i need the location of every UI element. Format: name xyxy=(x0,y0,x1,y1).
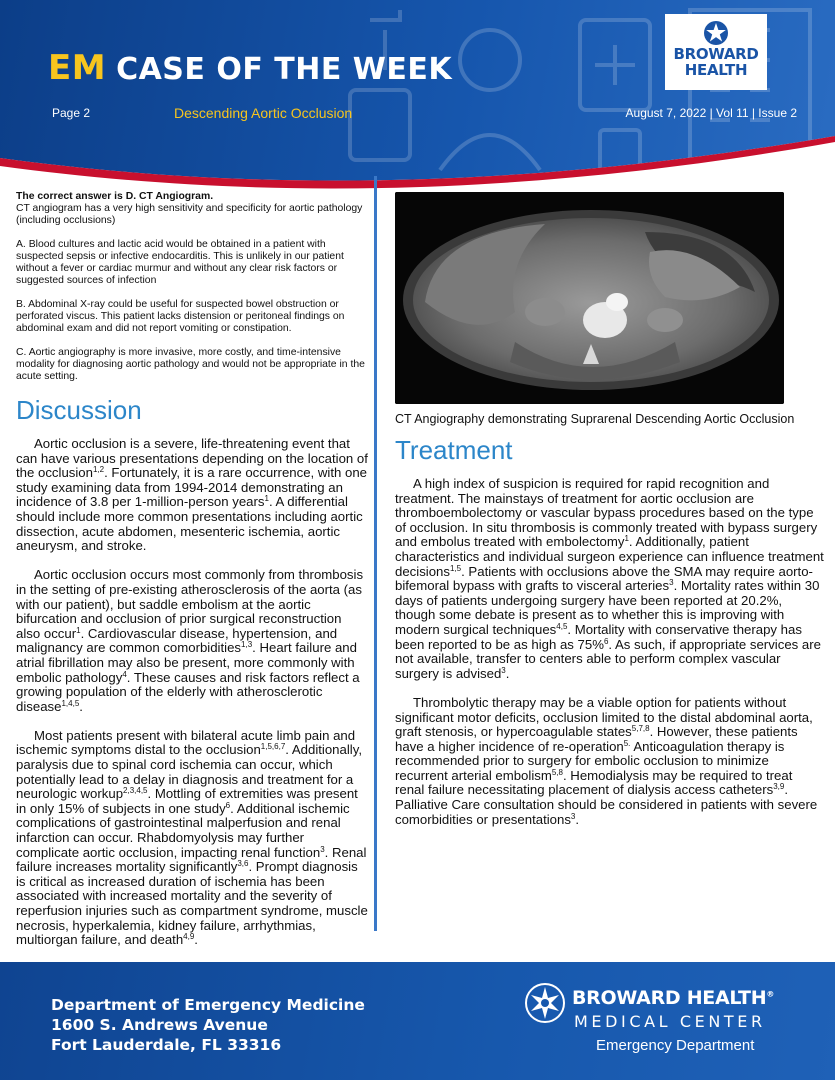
street-address: 1600 S. Andrews Avenue xyxy=(51,1016,268,1034)
option-b: B. Abdominal X-ray could be useful for suspected bowel obstruction or perforated viscus. This patient lacks distension or peritoneal findings on abdominal exam and did not report vomiting or constipation. xyxy=(16,299,345,334)
citation-superscript: 1,3 xyxy=(241,640,253,650)
treatment-paragraph: Thrombolytic therapy may be a viable option for patients without significant motor deficits, occlusion limited to the distal abdominal aorta, graft stenosis, or hypercoagulable states$^{5,7,8}$. However, these patients have a higher incidence of re-operation$^{5.}$ Anticoagulation therapy is recommended prior to surgery for embolic occlusion to minimize recurrent arterial embolism$^{5,8}$. Hemodialysis may be required to treat renal failure necessitating placement of dialysis access catheters$^{3,9}$. Palliative Care consultation should be considered in patients with severe comorbidities or presentations$^3$. xyxy=(395,694,818,827)
citation-superscript: 1 xyxy=(76,625,81,635)
figure-caption: CT Angiography demonstrating Suprarenal Descending Aortic Occlusion xyxy=(395,412,795,426)
department-name: Department of Emergency Medicine xyxy=(51,996,365,1014)
treatment-paragraph: A high index of suspicion is required for rapid recognition and treatment. The mainstays of treatment for aortic occlusion are thromboembolectomy or vascular bypass procedures based on the type of occlusion. In situ thrombosis is commonly treated with bypass surgery and embolus treated with embolectomy$^1$. Additionally, patient characteristics and individual surgeon experience can influence treatment decisions$^{1,5}$. Patients with occlusions above the SMA may require aorto-bifemoral bypass with grafts to visceral arteries$^3$. Mortality rates within 30 days of patients undergoing surgery have been reported at 20.2%, though some debate is present as to whether this is improving with modern surgical techniques$^{4,5}$. Mortality with conservative therapy has been reported to be as high as 75%$^6$. As such, if appropriate services are not available, transfer to centers able to perform complex vascular surgery is advised$^3$. xyxy=(395,476,824,681)
registered-mark: ® xyxy=(766,989,775,999)
citation-superscript: 3 xyxy=(501,665,506,675)
page-number: Page 2 xyxy=(52,106,91,120)
citation-superscript: 1,5,6,7 xyxy=(260,742,286,752)
department-address xyxy=(51,995,365,1055)
citation-superscript: 3 xyxy=(669,578,674,588)
page-header xyxy=(0,0,835,190)
ct-angiography-image xyxy=(395,192,784,404)
footer-logo-title xyxy=(572,987,774,1009)
citation-superscript: 4,5 xyxy=(556,621,568,631)
discussion-heading: Discussion xyxy=(16,395,142,425)
answer-title: The correct answer is D. CT Angiogram. xyxy=(16,191,214,202)
citation-superscript: 1,4,5 xyxy=(61,698,80,708)
right-column xyxy=(395,190,825,842)
newsletter-title xyxy=(48,48,452,88)
footer-logo-subtitle: MEDICAL CENTER xyxy=(574,1012,766,1031)
issue-info: August 7, 2022 | Vol 11 | Issue 2 xyxy=(625,106,797,120)
answer-explanation xyxy=(16,203,368,383)
footer-logo xyxy=(524,982,814,1062)
column-divider xyxy=(374,176,377,931)
discussion-paragraph: Aortic occlusion is a severe, life-threatening event that can have various presentations depending on the location of the occlusion$^{1,2}$. Fortunately, it is a rare occurrence, with one study examining data from 1994-2014 demonstrating an incidence of 3.8 per 1-million-person years$^1$. A differential should include more common presentations including aortic dissection, acute abdomen, mesenteric ischemia, aortic aneurysm, and stroke. xyxy=(16,436,368,554)
discussion-paragraph: Aortic occlusion occurs most commonly from thrombosis in the setting of pre-existing atherosclerosis of the aorta (as with our patient), but saddle embolism at the aortic bifurcation and occlusion of prior surgical reconstruction also occur$^1$. Cardiovascular disease, hypertension, and malignancy are common comorbidities$^{1,3}$. Heart failure and atrial fibrillation may also be present, more commonly with embolic pathology$^4$. These causes and risk factors reflect a growing population of the elderly with atherosclerotic disease$^{1,4,5}$. xyxy=(16,567,364,714)
footer-logo-name: BROWARD HEALTH xyxy=(572,987,767,1009)
logo-text-line1: BROWARD xyxy=(673,45,759,63)
answer-text: CT angiogram has a very high sensitivity and specificity for aortic pathology (including occlusions) xyxy=(16,203,363,226)
case-subtitle: Descending Aortic Occlusion xyxy=(174,105,353,121)
ct-scan-illustration xyxy=(395,192,784,404)
star-icon xyxy=(703,20,729,46)
citation-superscript: 4,9 xyxy=(183,932,195,942)
logo-text-line2: HEALTH xyxy=(684,61,748,79)
citation-superscript: 1 xyxy=(624,534,629,544)
option-a: A. Blood cultures and lactic acid would be obtained in a patient with suspected sepsis or infective endocarditis. This is unlikely in our patient without a fever or cardiac murmur and without any clear risk factors or suggested sources of infection xyxy=(16,239,344,286)
header-wave xyxy=(0,120,835,190)
citation-superscript: 2,3,4,5 xyxy=(123,786,148,796)
treatment-heading: Treatment xyxy=(395,435,513,465)
title-em: EM xyxy=(48,48,107,88)
discussion-body xyxy=(16,437,368,948)
citation-superscript: 5,8 xyxy=(551,767,563,777)
citation-superscript: 3 xyxy=(320,844,325,854)
city-address: Fort Lauderdale, FL 33316 xyxy=(51,1036,282,1054)
citation-superscript: 3,6 xyxy=(237,859,249,869)
citation-superscript: 6 xyxy=(603,636,609,646)
broward-health-logo xyxy=(665,14,767,90)
option-c: C. Aortic angiography is more invasive, more costly, and time-intensive modality for diagnosing aortic pathology and would not be appropriate in the acute setting. xyxy=(16,347,365,382)
citation-superscript: 5. xyxy=(623,738,631,748)
citation-superscript: 1,5 xyxy=(449,563,462,573)
citation-superscript: 3,9 xyxy=(773,782,785,792)
citation-superscript: 1,2 xyxy=(92,465,105,475)
citation-superscript: 4 xyxy=(122,669,127,679)
citation-superscript: 6 xyxy=(225,800,231,810)
citation-superscript: 3 xyxy=(570,811,576,821)
title-text: CASE OF THE WEEK xyxy=(116,52,453,87)
citation-superscript: 5,7,8 xyxy=(631,724,650,734)
footer-logo-department: Emergency Department xyxy=(596,1037,755,1054)
citation-superscript: 1 xyxy=(264,494,269,504)
star-burst-icon xyxy=(524,982,566,1024)
left-column xyxy=(16,191,368,962)
discussion-paragraph: Most patients present with bilateral acute limb pain and ischemic symptoms distal to the occlusion$^{1,5,6,7}$. Additionally, paralysis due to spinal cord ischemia can occur, which potentially lead to a delay in diagnosis and treatment for a neurologic workup$^{2,3,4,5}$. Mottling of extremities was present in only 15% of subjects in one study$^6$. Additional ischemic complications of gastrointestinal malperfusion and renal infarction can occur. Rhabdomyolysis may further complicate aortic occlusion, impacting renal function$^3$. Renal failure increases mortality significantly$^{3,6}$. Prompt diagnosis is critical as increased duration of ischemia has been associated with increased mortality and the severity of reperfusion injuries such as compartment syndrome, muscle necrosis, hyperkalemia, kidney failure, arrhythmias, multiorgan failure, and death$^{4,9}$. xyxy=(16,727,368,948)
page-footer xyxy=(0,962,835,1080)
treatment-body xyxy=(395,477,825,827)
